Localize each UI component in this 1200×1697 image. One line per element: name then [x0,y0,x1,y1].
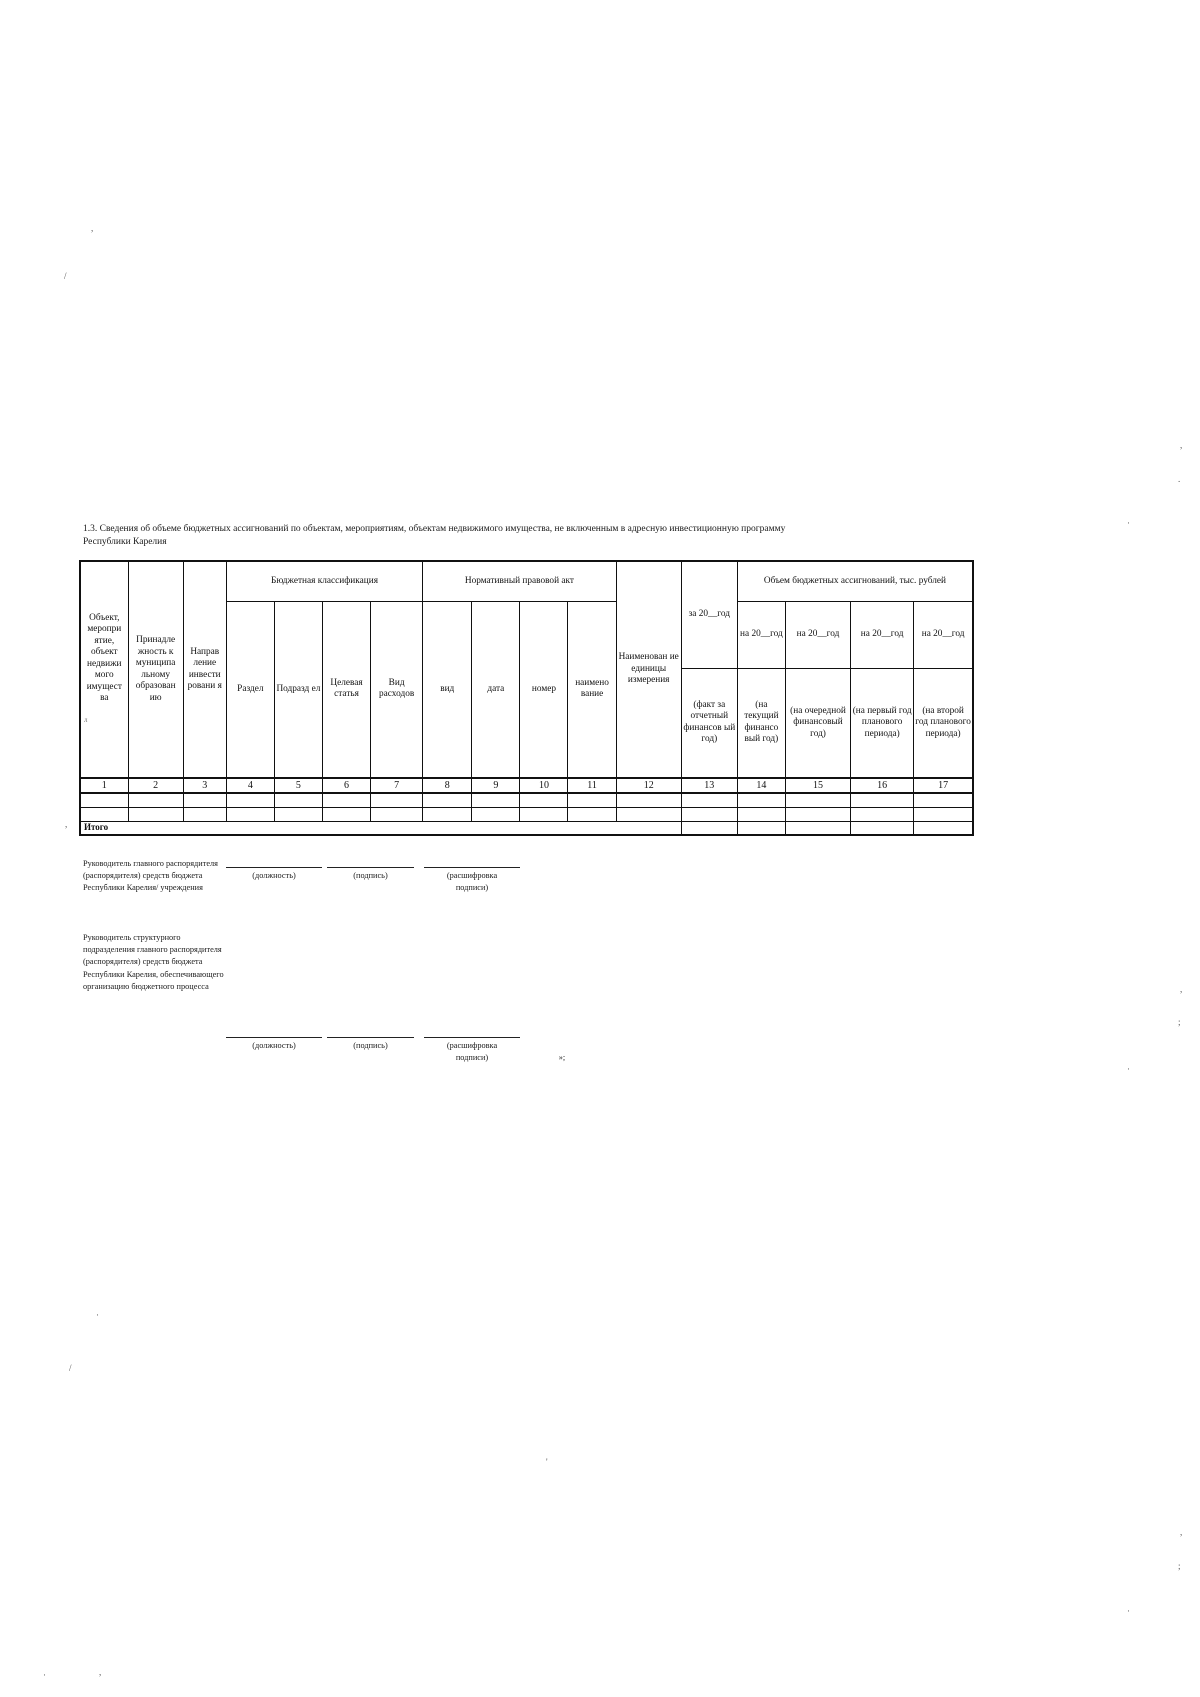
margin-mark: л [84,715,88,724]
column-number-cell: 14 [737,778,785,793]
column-number-cell: 8 [423,778,472,793]
position-line [226,867,322,868]
scan-speck: · [96,1310,99,1320]
header-target-item: Целевая статья [322,601,370,778]
header-direction: Направ ление инвести ровани я [183,561,226,778]
scan-speck: ; [1178,1561,1181,1571]
closing-quote-mark: »; [558,1053,566,1062]
header-unit: Наименован ие единицы измерения [616,561,681,778]
signature-caption: (подпись) [353,1041,388,1050]
header-plan-year-1: на 20__год [851,601,914,668]
heading-line-1: 1.3. Сведения об объеме бюджетных ассигнований по объектам, мероприятиям, объектам недвижимого имущества, не включенным в адресную инвестиционную программу [83,524,786,534]
scan-speck: · [1127,518,1130,528]
header-current-year-note: (на текущий финансо вый год) [737,668,785,778]
column-number-row [80,778,973,793]
column-number-cell: 2 [128,778,183,793]
scan-speck: , [91,223,94,233]
header-act-name: наимено вание [568,601,616,778]
signature-line [327,867,414,868]
column-number-cell: 7 [371,778,423,793]
scan-speck: , [65,819,68,829]
scan-speck: . [1178,474,1181,484]
header-act-number: номер [520,601,568,778]
scan-speck: ; [1178,1017,1181,1027]
decoding-line [424,1037,520,1038]
signature-line [327,1037,414,1038]
column-number-cell: 1 [80,778,128,793]
scan-speck: · [1127,1064,1130,1074]
header-plan-year-1-note: (на первый год планового периода) [851,668,914,778]
header-next-year: на 20__год [785,601,850,668]
table-row [80,808,973,822]
decoding-caption: (расшифровка подписи) [446,871,498,892]
column-number-cell: 5 [274,778,322,793]
scan-speck: · [1127,1606,1130,1616]
scan-speck: · [43,1670,46,1680]
scan-speck: , [1180,1527,1183,1537]
header-plan-year-2-note: (на второй год планового периода) [914,668,973,778]
column-number-cell: 16 [851,778,914,793]
scan-speck: , [1180,984,1183,994]
position-caption: (должность) [252,871,296,880]
column-number-cell: 13 [681,778,737,793]
header-act-kind: вид [423,601,472,778]
header-owner: Принадле жность к муниципа льному образован ию [128,561,183,778]
signature-block-1-text: Руководитель главного распорядителя (распорядителя) средств бюджета Республики Карелия/ учреждения [83,859,218,893]
column-number-cell: 17 [914,778,973,793]
column-number-cell: 12 [616,778,681,793]
signature-block-2-text: Руководитель структурного подразделения главного распорядителя (распорядителя) средств бюджета Республики Карелия, обеспечивающего организацию бюджетного процесса [83,933,224,991]
header-plan-year-2: на 20__год [914,601,973,668]
header-act-date: дата [472,601,520,778]
position-caption: (должность) [252,1041,296,1050]
position-line [226,1037,322,1038]
header-allocation-volume: Объем бюджетных ассигнований, тыс. рублей [737,561,973,601]
header-reported-year-note: (факт за отчетный финансов ый год) [681,668,737,778]
budget-allocations-table [79,560,974,836]
column-number-cell: 9 [472,778,520,793]
column-number-cell: 15 [785,778,850,793]
decoding-line [424,867,520,868]
column-number-cell: 6 [322,778,370,793]
header-object: Объект, меропри ятие, объект недвижи мого имущест ва л [80,561,128,778]
column-number-cell: 10 [520,778,568,793]
section-heading [83,523,983,549]
header-current-year: на 20__год [737,601,785,668]
header-next-year-note: (на очередной финансовый год) [785,668,850,778]
decoding-caption: (расшифровка подписи) [446,1041,498,1062]
header-subsection: Подразд ел [274,601,322,778]
total-row [80,822,973,835]
scan-speck: / [69,1363,72,1373]
table-row [80,793,973,808]
header-section: Раздел [226,601,274,778]
signature-caption: (подпись) [353,871,388,880]
heading-line-2: Республики Карелия [83,537,167,547]
header-legal-act: Нормативный правовой акт [423,561,616,601]
scan-speck: , [99,1667,102,1677]
scan-speck: , [1180,440,1183,450]
scan-speck: ' [546,1457,548,1467]
total-label: Итого [80,822,681,835]
column-number-cell: 4 [226,778,274,793]
column-number-cell: 11 [568,778,616,793]
scan-speck: / [64,271,67,281]
header-expense-type: Вид расходов [371,601,423,778]
header-reported-year: за 20__год [681,561,737,668]
column-number-cell: 3 [183,778,226,793]
header-budget-classification: Бюджетная классификация [226,561,422,601]
